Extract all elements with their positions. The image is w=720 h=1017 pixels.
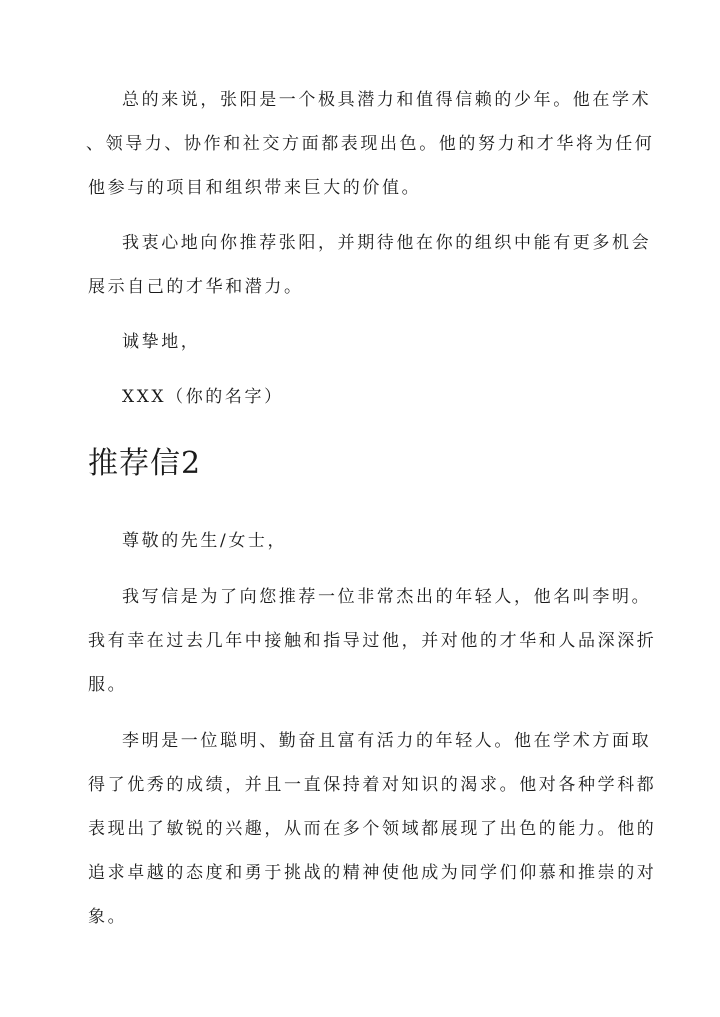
paragraph-line: 象。 (88, 907, 128, 927)
paragraph-line: 我有幸在过去几年中接触和指导过他，并对他的才华和人品深深折 (88, 631, 657, 651)
paragraph-line: 、领导力、协作和社交方面都表现出色。他的努力和才华将为任何 (86, 134, 655, 154)
section-heading: 推荐信2 (88, 446, 202, 481)
paragraph-line: 总的来说，张阳是一个极具潜力和值得信赖的少年。他在学术 (122, 90, 652, 110)
paragraph-line: 表现出了敏锐的兴趣，从而在多个领域都展现了出色的能力。他的 (88, 819, 657, 839)
paragraph-line: 得了优秀的成绩，并且一直保持着对知识的渴求。他对各种学科都 (88, 775, 657, 795)
signature-line: XXX（你的名字） (122, 387, 284, 407)
salutation-line: 尊敬的先生/女士， (122, 531, 288, 551)
paragraph-line: 追求卓越的态度和勇于挑战的精神使他成为同学们仰慕和推崇的对 (88, 863, 657, 883)
paragraph-line: 他参与的项目和组织带来巨大的价值。 (88, 178, 422, 198)
paragraph-line: 展示自己的才华和潜力。 (88, 277, 304, 297)
paragraph-line: 服。 (88, 675, 128, 695)
paragraph-line: 李明是一位聪明、勤奋且富有活力的年轻人。他在学术方面取 (122, 731, 652, 751)
paragraph-line: 我衷心地向你推荐张阳，并期待他在你的组织中能有更多机会 (122, 233, 652, 253)
closing-line: 诚挚地， (122, 332, 201, 352)
paragraph-line: 我写信是为了向您推荐一位非常杰出的年轻人，他名叫李明。 (122, 587, 652, 607)
